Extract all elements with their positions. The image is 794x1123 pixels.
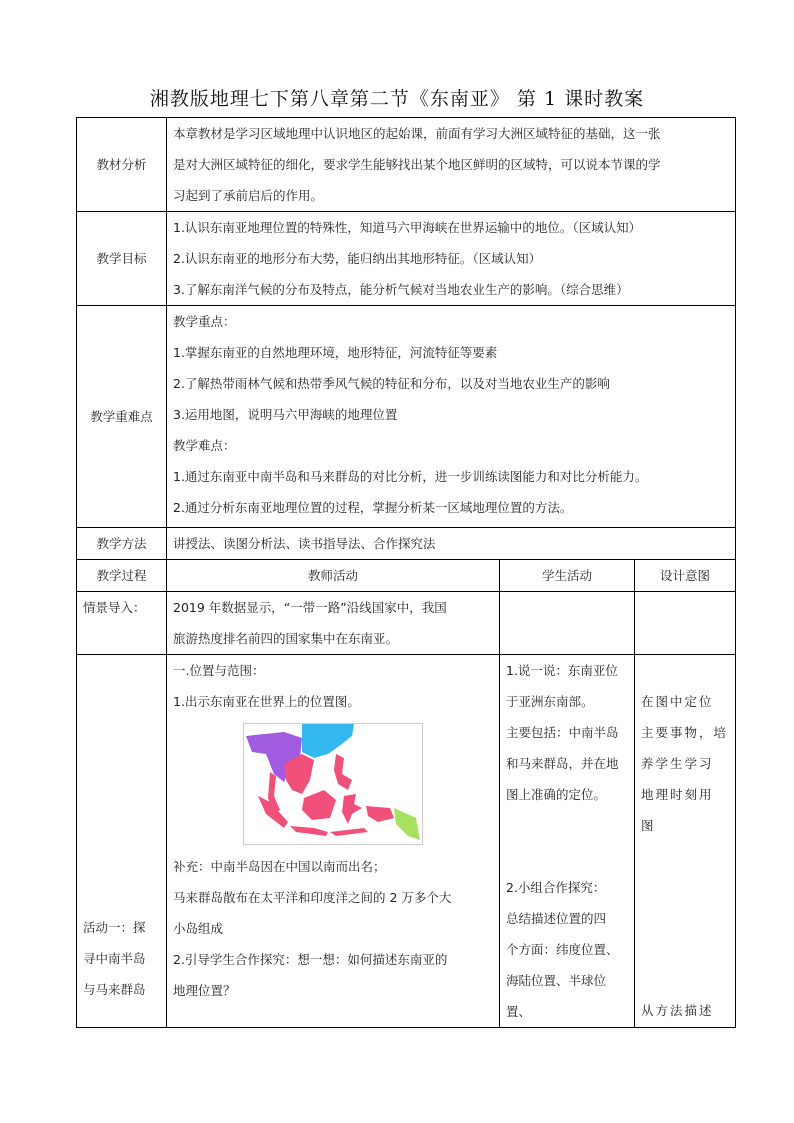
intent-spacer [641, 655, 729, 686]
map-nusa [330, 828, 368, 836]
analysis-line: 本章教材是学习区域地理中认识地区的起始课，前面有学习大洲区域特征的基础，这一张 [173, 126, 661, 141]
student-line: 个方面：纬度位置、 [506, 942, 619, 957]
teacher-line: 地理位置？ [173, 983, 236, 998]
intent-line: 从方法描述 [641, 1003, 714, 1018]
student-line: 1.说一说：东南亚位 [506, 663, 618, 678]
row-methods [77, 528, 736, 560]
map-papua-west [366, 806, 394, 822]
label-goals: 教学目标 [77, 212, 167, 306]
row-goals [77, 212, 736, 306]
label-activity1 [77, 655, 167, 1028]
map-java [290, 826, 328, 836]
intent-line: 图 [641, 818, 656, 833]
intent-line: 地理时刻用 [641, 787, 714, 802]
label-intro: 情景导入： [77, 592, 167, 655]
goals-content [167, 212, 736, 306]
map-borneo [302, 790, 336, 820]
analysis-line: 是对大洲区域特征的细化，要求学生能够找出某个地区鲜明的区域特，可以说本节课的学 [173, 157, 661, 172]
student-spacer [506, 810, 628, 872]
activity1-teacher [167, 655, 500, 1028]
label-methods: 教学方法 [77, 528, 167, 560]
intro-line: 旅游热度排名前四的国家集中在东南亚。 [173, 631, 399, 646]
keypoint-line: 教学难点： [173, 438, 236, 453]
activity1-label-line: 活动一：探 [83, 920, 146, 935]
label-keypoints: 教学重难点 [77, 306, 167, 528]
label-process: 教学过程 [77, 560, 167, 592]
student-line: 和马来群岛，并在地 [506, 756, 619, 771]
student-line: 总结描述位置的四 [506, 911, 607, 926]
intent-spacer [641, 841, 729, 995]
student-line: 图上准确的定位。 [506, 787, 607, 802]
map-china-coast-region [302, 724, 354, 758]
activity1-student [500, 655, 635, 1028]
page-title: 湘教版地理七下第八章第二节《东南亚》 第 1 课时教案 [149, 88, 645, 110]
goal-line: 2.认识东南亚的地形分布大势，能归纳出其地形特征。（区域认知） [173, 251, 542, 266]
intro-student [500, 592, 635, 655]
teacher-line: 小岛组成 [173, 921, 224, 936]
teacher-line: 补充：中南半岛因在中国以南而出名； [173, 859, 386, 874]
analysis-content [167, 118, 736, 212]
teacher-line: 一.位置与范围： [173, 663, 265, 678]
keypoint-line: 3.运用地图，说明马六甲海峡的地理位置 [173, 407, 398, 422]
keypoint-line: 1.通过东南亚中南半岛和马来群岛的对比分析，进一步训练读图能力和对比分析能力。 [173, 469, 648, 484]
teacher-line: 1.出示东南亚在世界上的位置图。 [173, 694, 360, 709]
intro-intent [635, 592, 736, 655]
student-line: 主要包括：中南半岛 [506, 725, 619, 740]
row-keypoints [77, 306, 736, 528]
header-intent: 设计意图 [635, 560, 736, 592]
teacher-line: 马来群岛散布在太平洋和印度洋之间的 2 万多个大 [173, 890, 452, 905]
intent-line: 在图中定位 [641, 694, 714, 709]
keypoint-line: 2.了解热带雨林气候和热带季风气候的特征和分布，以及对当地农业生产的影响 [173, 376, 610, 391]
keypoint-line: 1.掌握东南亚的自然地理环境，地形特征，河流特征等要素 [173, 345, 498, 360]
activity1-label-line: 与马来群岛 [83, 982, 146, 997]
map-papua-east [394, 808, 420, 840]
analysis-line: 习起到了承前启后的作用。 [173, 188, 324, 203]
goal-line: 1.认识东南亚地理位置的特殊性，知道马六甲海峡在世界运输中的地位。（区域认知） [173, 220, 642, 235]
student-line: 海陆位置、半球位置、 [506, 973, 607, 1019]
map-image [244, 724, 422, 844]
keypoints-content [167, 306, 736, 528]
intro-content [167, 592, 500, 655]
goal-line: 3.了解东南洋气候的分布及特点，能分析气候对当地农业生产的影响。（综合思维） [173, 282, 629, 297]
keypoint-line: 教学重点： [173, 314, 236, 329]
row-process-header [77, 560, 736, 592]
activity1-intent [635, 655, 736, 1028]
southeast-asia-map [243, 723, 423, 845]
row-intro [77, 592, 736, 655]
label-analysis: 教材分析 [77, 118, 167, 212]
row-analysis [77, 118, 736, 212]
header-teacher: 教师活动 [167, 560, 500, 592]
intent-line: 养学生学习 [641, 756, 714, 771]
student-line: 于亚洲东南部。 [506, 694, 594, 709]
keypoint-line: 2.通过分析东南亚地理位置的过程，掌握分析某一区域地理位置的方法。 [173, 500, 573, 515]
intro-line: 2019 年数据显示，“一带一路”沿线国家中，我国 [173, 600, 447, 615]
map-sulawesi [342, 794, 362, 824]
student-line: 2.小组合作探究： [506, 880, 606, 895]
lesson-plan-table [76, 117, 736, 1028]
header-student: 学生活动 [500, 560, 635, 592]
map-philippines [334, 754, 352, 790]
row-activity1 [77, 655, 736, 1028]
methods-content: 讲授法、读图分析法、读书指导法、合作探究法 [167, 528, 736, 560]
intent-line: 主要事物，培 [641, 725, 729, 740]
teacher-line: 2.引导学生合作探究：想一想：如何描述东南亚的 [173, 952, 448, 967]
activity1-label-line: 寻中南半岛 [83, 951, 146, 966]
